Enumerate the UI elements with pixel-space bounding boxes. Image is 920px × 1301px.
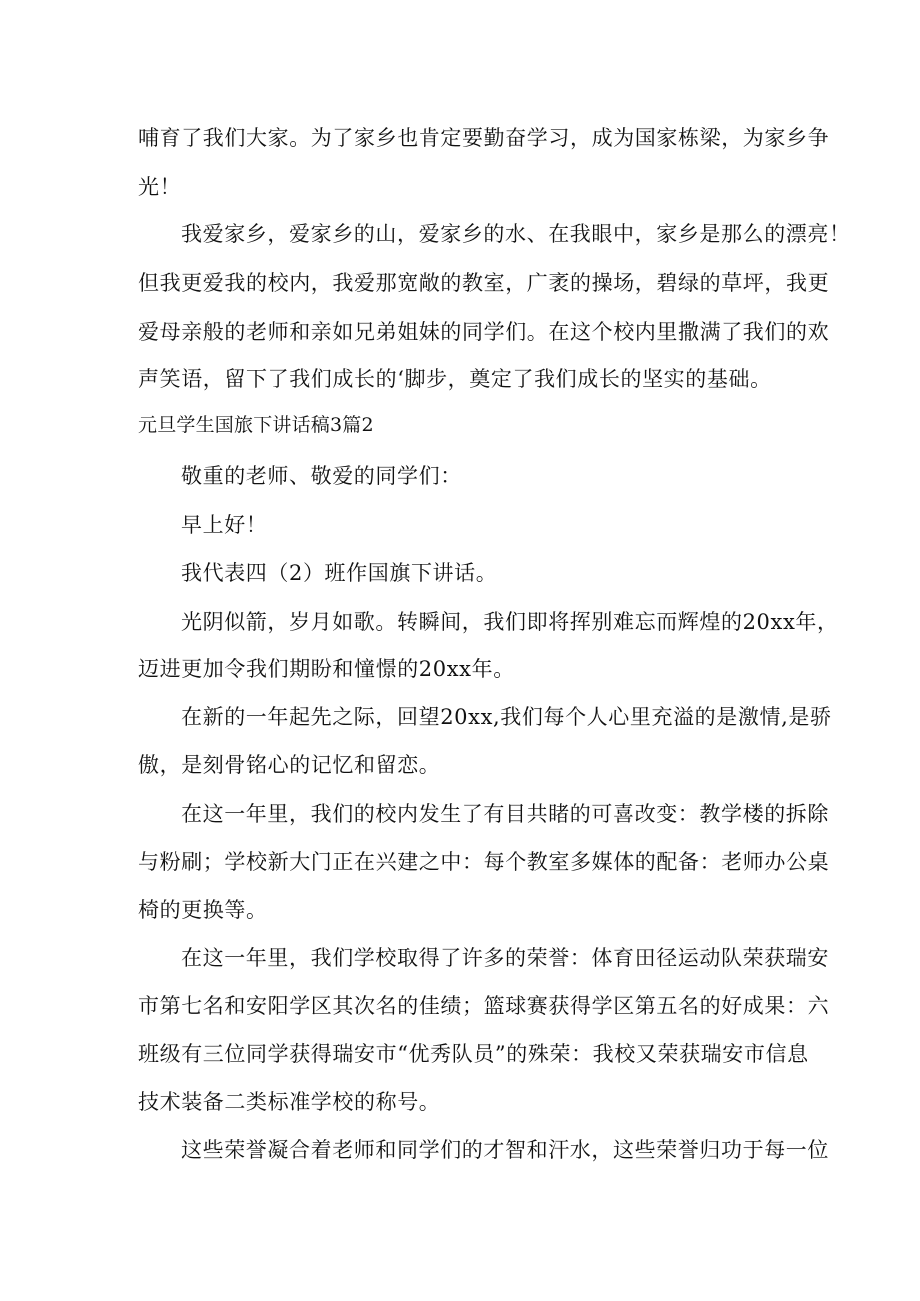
paragraph-1-line-2: 光！ xyxy=(138,175,182,199)
paragraph-3-line-2: 迈进更加令我们期盼和憧憬的20xx年。 xyxy=(138,657,515,681)
greeting: 敬重的老师、敬爱的同学们： xyxy=(181,464,462,488)
good-morning: 早上好！ xyxy=(181,513,268,537)
paragraph-5-line-3: 椅的更换等。 xyxy=(138,898,268,922)
intro-line: 我代表四（2）班作国旗下讲话。 xyxy=(181,561,498,585)
paragraph-3-line-1: 光阴似箭，岁月如歌。转瞬间，我们即将挥别难忘而辉煌的20xx年， xyxy=(181,610,839,634)
paragraph-4-line-1: 在新的一年起先之际，回望20xx,我们每个人心里充溢的是激情,是骄 xyxy=(181,705,832,729)
paragraph-2-line-3: 爱母亲般的老师和亲如兄弟姐妹的同学们。在这个校内里撒满了我们的欢 xyxy=(138,320,830,344)
paragraph-2-line-4: 声笑语，留下了我们成长的‘脚步，奠定了我们成长的坚实的基础。 xyxy=(138,367,772,391)
paragraph-6-line-2: 市第七名和安阳学区其次名的佳绩；篮球赛获得学区第五名的好成果：六 xyxy=(138,994,830,1018)
paragraph-5-line-2: 与粉刷；学校新大门正在兴建之中：每个教室多媒体的配备：老师办公桌 xyxy=(138,850,830,874)
paragraph-2-line-1: 我爱家乡，爱家乡的山，爱家乡的水、在我眼中，家乡是那么的漂亮！ xyxy=(181,222,851,246)
paragraph-6-line-1: 在这一年里，我们学校取得了许多的荣誉：体育田径运动队荣获瑞安 xyxy=(181,946,829,970)
paragraph-6-line-4: 技术装备二类标准学校的称号。 xyxy=(138,1090,441,1114)
paragraph-1-line-1: 哺育了我们大家。为了家乡也肯定要勤奋学习，成为国家栋梁，为家乡争 xyxy=(138,126,830,150)
paragraph-4-line-2: 傲，是刻骨铭心的记忆和留恋。 xyxy=(138,753,441,777)
paragraph-7-line-1: 这些荣誉凝合着老师和同学们的才智和汗水，这些荣誉归功于每一位 xyxy=(181,1138,829,1162)
paragraph-6-line-3: 班级有三位同学获得瑞安市“优秀队员”的殊荣：我校又荣获瑞安市信息 xyxy=(138,1042,809,1066)
paragraph-2-line-2: 但我更爱我的校内，我爱那宽敞的教室，广袤的操场，碧绿的草坪，我更 xyxy=(138,271,830,295)
paragraph-5-line-1: 在这一年里，我们的校内发生了有目共睹的可喜改变：教学楼的拆除 xyxy=(181,802,829,826)
section-heading: 元旦学生国旅下讲话稿3篇2 xyxy=(138,414,374,436)
